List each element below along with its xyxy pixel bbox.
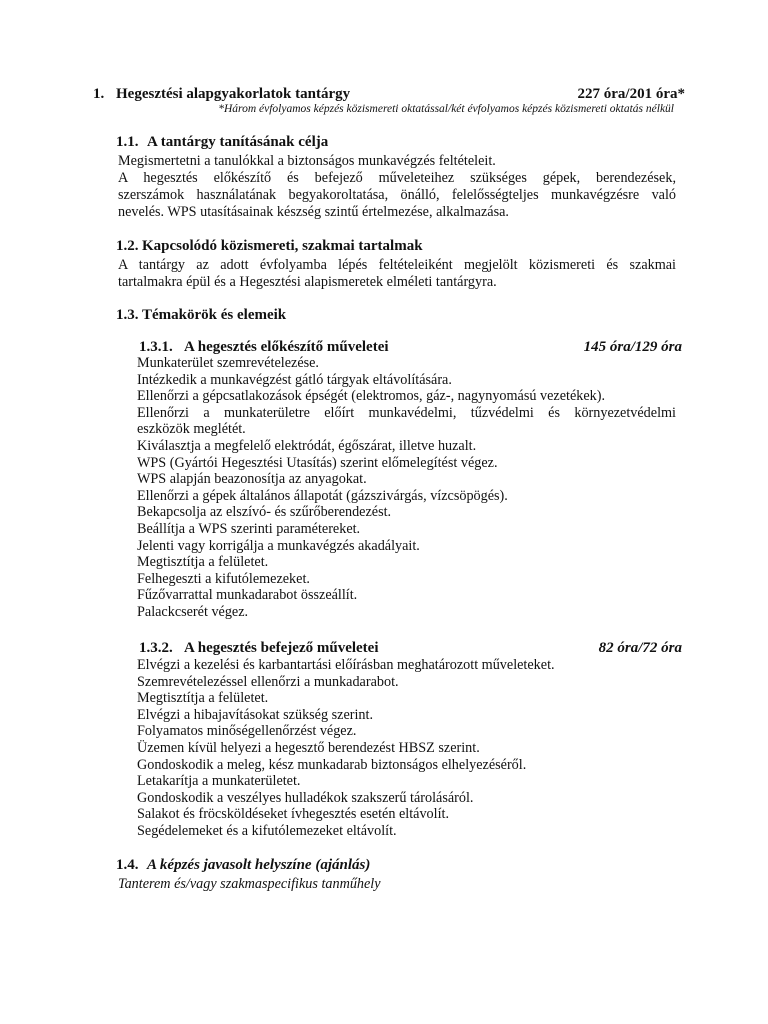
subsubsection-number: 1.3.2. xyxy=(139,640,173,656)
paragraph-line: Tanterem és/vagy szakmaspecifikus tanműhely xyxy=(118,876,381,892)
list-item: Munkaterület szemrevételezése. xyxy=(137,355,319,371)
list-item: Ellenőrzi a munkaterületre előírt munkavédelmi, tűzvédelmi és környezetvédelmi xyxy=(137,404,676,421)
subsection-number: 1.1. xyxy=(116,134,139,150)
subsection-title: A képzés javasolt helyszíne (ajánlás) xyxy=(147,857,371,873)
list-item: Ellenőrzi a gépcsatlakozások épségét (elektromos, gáz-, nagynyomású vezetékek). xyxy=(137,388,605,405)
task-list-finish xyxy=(137,657,676,840)
list-item: Segédelemeket és a kifutólemezeket eltávolít. xyxy=(137,822,397,839)
paragraph-line: tartalmakra épül és a Hegesztési alapismeretek elméleti tantárgyra. xyxy=(118,274,497,290)
list-item: Folyamatos minőségellenőrzést végez. xyxy=(137,723,357,740)
list-item: Kiválasztja a megfelelő elektródát, égőszárat, illetve huzalt. xyxy=(137,437,477,454)
paragraph-line: szerszámok használatának begyakoroltatása, önálló, felelősségteljes munkavégzésre való xyxy=(118,187,676,203)
subsection-number: 1.2. xyxy=(116,238,139,254)
subsection-title: Kapcsolódó közismereti, szakmai tartalmak xyxy=(142,238,423,254)
paragraph-line: A hegesztés előkészítő és befejező műveleteihez szükséges gépek, berendezések, xyxy=(118,170,676,186)
list-item: Beállítja a WPS szerinti paramétereket. xyxy=(137,520,361,537)
list-item: Elvégzi a hibajavításokat szükség szerint. xyxy=(137,706,373,723)
list-item: Ellenőrzi a gépek általános állapotát (gázszivárgás, vízcsöpögés). xyxy=(137,487,508,504)
list-item: Bekapcsolja az elszívó- és szűrőberendezést. xyxy=(137,504,392,521)
subsection-title: Témakörök és elemeik xyxy=(142,307,287,323)
subsubsection-title: A hegesztés befejező műveletei xyxy=(184,640,379,656)
list-item: Letakarítja a munkaterületet. xyxy=(137,773,301,790)
section-number: 1. xyxy=(93,86,105,102)
list-item: Felhegeszti a kifutólemezeket. xyxy=(137,570,310,587)
paragraph-line: nevelés. WPS utasításainak készség szintű értelmezése, alkalmazása. xyxy=(118,204,509,220)
subsection-number: 1.4. xyxy=(116,857,139,873)
list-item: Elvégzi a kezelési és karbantartási előírásban meghatározott műveleteket. xyxy=(137,657,555,673)
list-item: Intézkedik a munkavégzést gátló tárgyak eltávolítására. xyxy=(137,371,452,388)
list-item: Salakot és fröcsköldéseket ívhegesztés esetén eltávolít. xyxy=(137,806,450,823)
list-item: Szemrevételezéssel ellenőrzi a munkadarabot. xyxy=(137,673,399,690)
list-item: Üzemen kívül helyezi a hegesztő berendezést HBSZ szerint. xyxy=(137,739,480,756)
section-title: Hegesztési alapgyakorlatok tantárgy xyxy=(116,86,351,102)
task-list-prep xyxy=(137,355,676,621)
paragraph-line: A tantárgy az adott évfolyamba lépés feltételeiként megjelölt közismereti és szakmai xyxy=(118,257,676,273)
subsection-title: A tantárgy tanításának célja xyxy=(147,134,329,150)
paragraph-line: Megismertetni a tanulókkal a biztonságos munkavégzés feltételeit. xyxy=(118,153,496,169)
list-item: Palackcserét végez. xyxy=(137,603,249,620)
subsubsection-title: A hegesztés előkészítő műveletei xyxy=(184,339,389,355)
footnote: *Három évfolyamos képzés közismereti oktatással/két évfolyamos képzés közismereti oktatás nélkül xyxy=(218,103,674,115)
subsection-number: 1.3. xyxy=(116,307,139,323)
list-item: Gondoskodik a meleg, kész munkadarab biztonságos elhelyezéséről. xyxy=(137,756,527,773)
list-item: Fűzővarrattal munkadarabot összeállít. xyxy=(137,587,358,604)
list-item: WPS alapján beazonosítja az anyagokat. xyxy=(137,471,367,488)
list-item: Jelenti vagy korrigálja a munkavégzés akadályait. xyxy=(137,537,420,554)
subsubsection-number: 1.3.1. xyxy=(139,339,173,355)
list-item: WPS (Gyártói Hegesztési Utasítás) szerint előmelegítést végez. xyxy=(137,454,498,471)
section-hours: 227 óra/201 óra* xyxy=(577,86,685,102)
list-item: Gondoskodik a veszélyes hulladékok szakszerű tárolásáról. xyxy=(137,789,474,806)
subsubsection-hours: 82 óra/72 óra xyxy=(598,640,682,656)
subsubsection-hours: 145 óra/129 óra xyxy=(583,339,682,355)
list-item: Megtisztítja a felületet. xyxy=(137,554,269,571)
list-item: Megtisztítja a felületet. xyxy=(137,690,269,707)
list-item: eszközök meglétét. xyxy=(137,421,246,438)
